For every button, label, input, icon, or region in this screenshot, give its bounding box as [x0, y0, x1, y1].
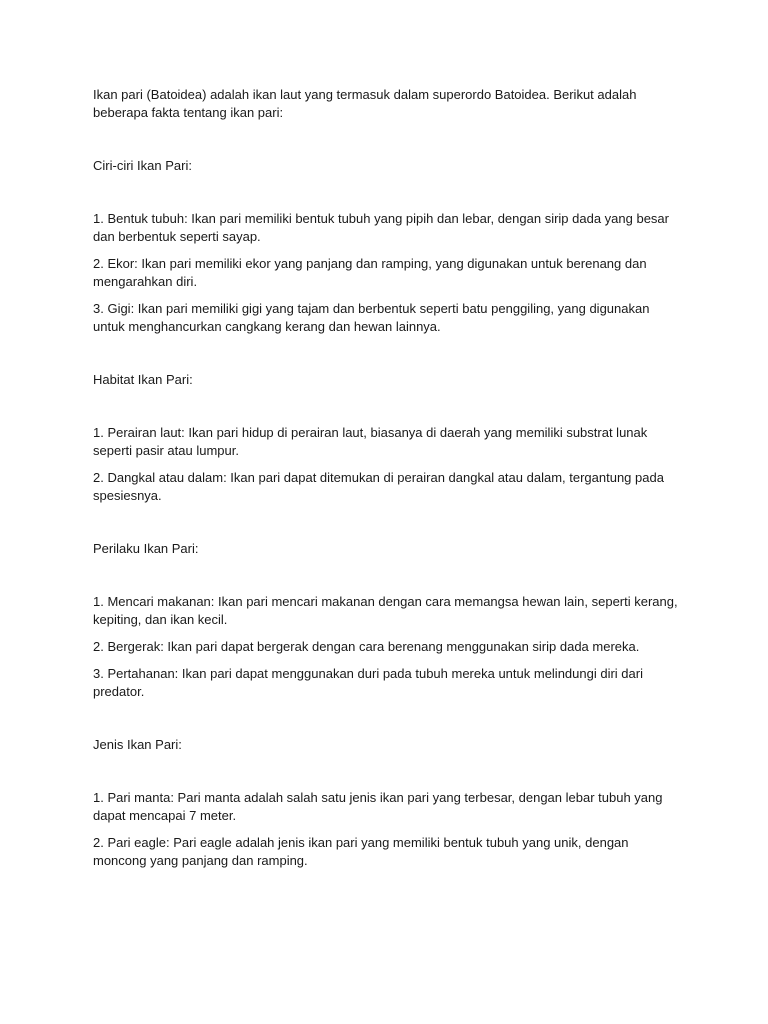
list-item: 1. Pari manta: Pari manta adalah salah satu jenis ikan pari yang terbesar, dengan lebar tubuh yang dapat mencapai 7 meter. — [93, 790, 663, 823]
section-heading: Jenis Ikan Pari: — [93, 737, 182, 752]
list-item: 2. Bergerak: Ikan pari dapat bergerak dengan cara berenang menggunakan sirip dada mereka. — [93, 639, 640, 654]
document-body — [93, 86, 678, 879]
section-heading: Ciri-ciri Ikan Pari: — [93, 158, 192, 173]
intro-paragraph: Ikan pari (Batoidea) adalah ikan laut yang termasuk dalam superordo Batoidea. Berikut adalah beberapa fakta tentang ikan pari: — [93, 87, 637, 120]
list-item: 2. Pari eagle: Pari eagle adalah jenis ikan pari yang memiliki bentuk tubuh yang unik, dengan moncong yang panjang dan ramping. — [93, 835, 629, 868]
list-item: 3. Gigi: Ikan pari memiliki gigi yang tajam dan berbentuk seperti batu penggiling, yang digunakan untuk menghancurkan cangkang kerang dan hewan lainnya. — [93, 301, 650, 334]
section-types — [93, 736, 678, 870]
section-characteristics — [93, 157, 678, 336]
list-item: 1. Mencari makanan: Ikan pari mencari makanan dengan cara memangsa hewan lain, seperti kerang, kepiting, dan ikan kecil. — [93, 594, 678, 627]
section-behavior — [93, 540, 678, 701]
list-item: 2. Dangkal atau dalam: Ikan pari dapat ditemukan di perairan dangkal atau dalam, tergantung pada spesiesnya. — [93, 470, 664, 503]
section-habitat — [93, 371, 678, 505]
list-item: 2. Ekor: Ikan pari memiliki ekor yang panjang dan ramping, yang digunakan untuk berenang dan mengarahkan diri. — [93, 256, 647, 289]
list-item: 3. Pertahanan: Ikan pari dapat menggunakan duri pada tubuh mereka untuk melindungi diri dari predator. — [93, 666, 643, 699]
section-heading: Perilaku Ikan Pari: — [93, 541, 199, 556]
list-item: 1. Bentuk tubuh: Ikan pari memiliki bentuk tubuh yang pipih dan lebar, dengan sirip dada yang besar dan berbentuk seperti sayap. — [93, 211, 669, 244]
section-heading: Habitat Ikan Pari: — [93, 372, 193, 387]
list-item: 1. Perairan laut: Ikan pari hidup di perairan laut, biasanya di daerah yang memiliki substrat lunak seperti pasir atau lumpur. — [93, 425, 648, 458]
